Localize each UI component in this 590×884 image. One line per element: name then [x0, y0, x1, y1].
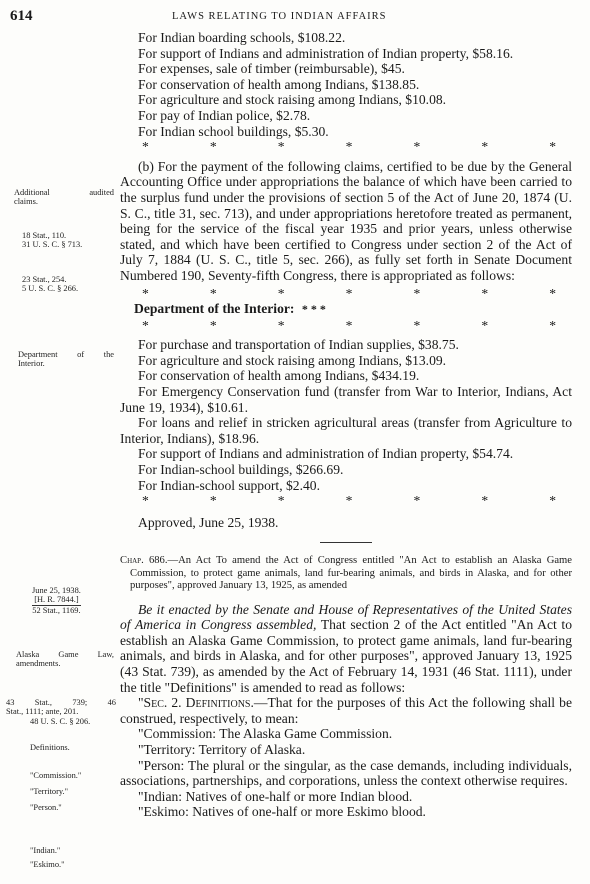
margin-note-indian: "Indian." [30, 846, 61, 855]
item-boarding-schools: For Indian boarding schools, $108.22. [138, 30, 346, 45]
margin-note-18-stat: 18 Stat., 110. 31 U. S. C. § 713. [22, 231, 83, 250]
item-agriculture-2: For agriculture and stock raising among Indians, $13.09. [138, 352, 447, 368]
main-text [120, 30, 572, 820]
item-agriculture: For agriculture and stock raising among Indians, $10.08. [138, 92, 447, 108]
margin-note-alaska-game-law: Alaska Game Law, amendments. [16, 650, 114, 669]
item-support-admin: For support of Indians and administration of Indian property, $58.16. [138, 45, 514, 61]
running-head: LAWS RELATING TO INDIAN AFFAIRS [172, 11, 387, 22]
margin-note-commission: "Commission." [30, 771, 82, 780]
item-health: For conservation of health among Indians, $138.85. [138, 76, 420, 92]
department-heading: Department of the Interior: * * * [134, 301, 326, 317]
item-school-buildings-2: For Indian-school buildings, $266.69. [138, 462, 344, 478]
definition-indian: "Indian: Natives of one-half or more Indian blood. [138, 788, 413, 804]
approved-date: Approved, June 25, 1938. [138, 514, 279, 530]
item-health-2: For conservation of health among Indians, $434.19. [138, 368, 420, 384]
item-school-buildings: For Indian school buildings, $5.30. [138, 123, 329, 139]
enacting-paragraph: Be it enacted by the Senate and House of Representatives of the United States of America in Congress assembled, That section 2 of the Act entitled "An Act to establish an Alaska Game Commission, to protect game animals, land fur-bearing animals, and birds in Alaska, and for other purposes", approved January 13, 1925 (43 Stat. 739), as amended by the Act of February 14, 1931 (46 Stat. 1111), under the title "Definitions" is amended to read as follows: [120, 601, 573, 695]
margin-note-territory: "Territory." [30, 787, 69, 796]
item-supplies: For purchase and transportation of Indian supplies, $38.75. [138, 337, 459, 353]
margin-note-definitions: Definitions. [30, 743, 70, 752]
page-header [0, 8, 590, 28]
item-police: For pay of Indian police, $2.78. [138, 107, 311, 123]
page-number: 614 [10, 8, 33, 24]
ellipsis-stars: * * * * * * * [142, 493, 556, 509]
ellipsis-stars: * * * * * * * [142, 285, 556, 301]
item-school-support: For Indian-school support, $2.40. [138, 477, 320, 493]
section-rule [320, 542, 372, 543]
margin-note-eskimo: "Eskimo." [30, 860, 65, 869]
claims-paragraph: (b) For the payment of the following claims, certified to be due by the General Accounting Office under appropriations the balance of which have been carried to the surplus fund under the provisions of section 5 of the Act of June 20, 1874 (U. S. C., title 31, sec. 713), and under appropriations heretofore treated as permanent, being for the service of the fiscal year 1935 and prior years, unless otherwise stated, and which have been certified to Congress under section 2 of the Act of July 7, 1884 (U. S. C., title 5, sec. 266), as fully set forth in Senate Document Numbered 190, Seventy-fifth Congress, there is appropriated as follows: [120, 158, 572, 283]
section-2-definitions: "Sec. 2. Definitions.—That for the purposes of this Act the following shall be construed, respectively, to mean: [120, 695, 572, 726]
margin-note-additional-claims: Additional audited claims. [14, 188, 114, 207]
definition-eskimo: "Eskimo: Natives of one-half or more Eskimo blood. [138, 804, 426, 820]
margin-note-43-stat: 43 Stat., 739; 46 Stat., 1111; ante, 201. 48 U. S. C. § 206. [6, 698, 116, 726]
margin-note-bill-info: June 25, 1938. [H. R. 7844.] 52 Stat., 1169. [32, 586, 81, 615]
ellipsis-stars: * * * * * * * [142, 317, 556, 333]
definition-territory: "Territory: Territory of Alaska. [138, 741, 306, 757]
definition-person: "Person: The plural or the singular, as the case demands, including individuals, associations, partnerships, and corporations, unless the context otherwise requires. [120, 757, 572, 789]
item-loans-relief: For loans and relief in stricken agricultural areas (transfer from Agriculture to Interior, Indians), $18.96. [120, 415, 572, 446]
definition-commission: "Commission: The Alaska Game Commission. [138, 726, 393, 742]
item-timber: For expenses, sale of timber (reimbursable), $45. [138, 61, 405, 77]
margin-note-23-stat: 23 Stat., 254. 5 U. S. C. § 266. [22, 275, 79, 294]
margin-note-person: "Person." [30, 803, 62, 812]
item-emergency-fund: For Emergency Conservation fund (transfer from War to Interior, Indians, Act June 19, 1934), $10.61. [120, 384, 572, 415]
item-support-admin-2: For support of Indians and administration of Indian property, $54.74. [138, 446, 514, 462]
chapter-heading: Chap. 686.—An Act To amend the Act of Congress entitled "An Act to establish an Alaska Game Commission, to protect game animals, land fur-bearing animals, and birds in Alaska, and for other purposes", approved January 13, 1925, as amended [120, 555, 572, 592]
ellipsis-stars: * * * * * * * [142, 139, 556, 155]
margin-note-dept-interior: Department of the Interior. [18, 350, 114, 369]
